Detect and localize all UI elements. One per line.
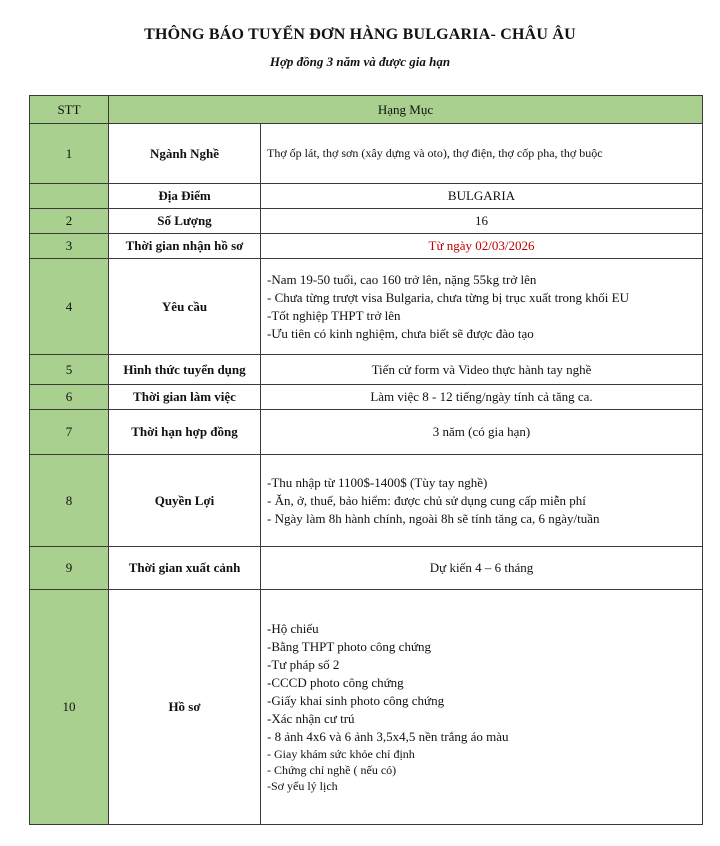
list-item: - Giay khám sức khỏe chỉ định (267, 747, 415, 761)
list-item: -CCCD photo công chứng (267, 675, 404, 690)
row-value (261, 455, 703, 547)
row-value: BULGARIA (261, 184, 703, 209)
table-header-row (30, 96, 703, 124)
row-label: Số Lượng (109, 209, 261, 234)
row-value: Dự kiến 4 – 6 tháng (261, 547, 703, 590)
list-item: - Chưa từng trượt visa Bulgaria, chưa từng bị trục xuất trong khối EU (267, 289, 629, 305)
row-value: Làm việc 8 - 12 tiếng/ngày tính cả tăng ca. (261, 385, 703, 410)
row-value: 16 (261, 209, 703, 234)
list-item: - 8 ảnh 4x6 và 6 ảnh 3,5x4,5 nền trắng áo màu (267, 729, 509, 744)
table-row-hinh-thuc (30, 355, 703, 385)
list-item: -Giấy khai sinh photo công chứng (267, 693, 445, 708)
row-value: 3 năm (có gia hạn) (261, 410, 703, 455)
table-row-so-luong (30, 209, 703, 234)
header-stt: STT (30, 96, 109, 124)
list-item: -Xác nhận cư trú (267, 711, 355, 726)
table-row-thoi-han (30, 410, 703, 455)
list-item: -Nam 19-50 tuổi, cao 160 trở lên, nặng 55kg trở lên (267, 271, 537, 287)
row-value (261, 590, 703, 825)
row-stt (30, 184, 109, 209)
list-item: -Ưu tiên có kinh nghiệm, chưa biết sẽ được đào tạo (267, 325, 534, 341)
list-item: -Hộ chiếu (267, 621, 319, 636)
row-label: Địa Điểm (109, 184, 261, 209)
row-stt: 8 (30, 455, 109, 547)
table-row-xuat-canh (30, 547, 703, 590)
row-label: Yêu cầu (109, 259, 261, 355)
row-value: Tiến cử form và Video thực hành tay nghề (261, 355, 703, 385)
row-stt: 6 (30, 385, 109, 410)
list-item: -Sơ yếu lý lịch (267, 779, 338, 793)
row-stt: 5 (30, 355, 109, 385)
row-value: Từ ngày 02/03/2026 (261, 234, 703, 259)
table-row-thoi-gian-lam (30, 385, 703, 410)
row-label: Thời gian làm việc (109, 385, 261, 410)
table-row-nganh-nghe (30, 124, 703, 184)
table-row-yeu-cau (30, 259, 703, 355)
document-title: THÔNG BÁO TUYỂN ĐƠN HÀNG BULGARIA- CHÂU ÂU (144, 26, 576, 43)
table-row-thoi-gian-nhan (30, 234, 703, 259)
row-label: Thời gian xuất cảnh (109, 547, 261, 590)
row-stt: 1 (30, 124, 109, 184)
table-row-dia-diem (30, 184, 703, 209)
list-item: -Bằng THPT photo công chứng (267, 639, 431, 654)
recruitment-table (29, 95, 703, 825)
list-item: - Ăn, ở, thuế, bảo hiểm: được chủ sử dụng cung cấp miễn phí (267, 492, 586, 508)
table-row-quyen-loi (30, 455, 703, 547)
row-value: Thợ ốp lát, thợ sơn (xây dựng và oto), thợ điện, thợ cốp pha, thợ buộc (261, 124, 703, 184)
row-stt: 2 (30, 209, 109, 234)
list-item: -Thu nhập từ 1100$-1400$ (Tùy tay nghề) (267, 474, 488, 490)
row-label: Hồ sơ (109, 590, 261, 825)
header-category: Hạng Mục (109, 96, 703, 124)
row-stt: 7 (30, 410, 109, 455)
row-label: Quyền Lợi (109, 455, 261, 547)
row-stt: 3 (30, 234, 109, 259)
list-item: -Tốt nghiệp THPT trở lên (267, 307, 401, 323)
row-label: Hình thức tuyển dụng (109, 355, 261, 385)
list-item: - Ngày làm 8h hành chính, ngoài 8h sẽ tính tăng ca, 6 ngày/tuần (267, 510, 600, 526)
row-label: Ngành Nghề (109, 124, 261, 184)
table-row-ho-so (30, 590, 703, 825)
list-item: -Tư pháp số 2 (267, 657, 340, 672)
row-label: Thời hạn hợp đồng (109, 410, 261, 455)
row-stt: 10 (30, 590, 109, 825)
row-value (261, 259, 703, 355)
list-item: - Chứng chỉ nghề ( nếu có) (267, 763, 397, 777)
document-subtitle: Hợp đồng 3 năm và được gia hạn (269, 54, 451, 69)
row-stt: 4 (30, 259, 109, 355)
row-label: Thời gian nhận hồ sơ (109, 234, 261, 259)
row-stt: 9 (30, 547, 109, 590)
